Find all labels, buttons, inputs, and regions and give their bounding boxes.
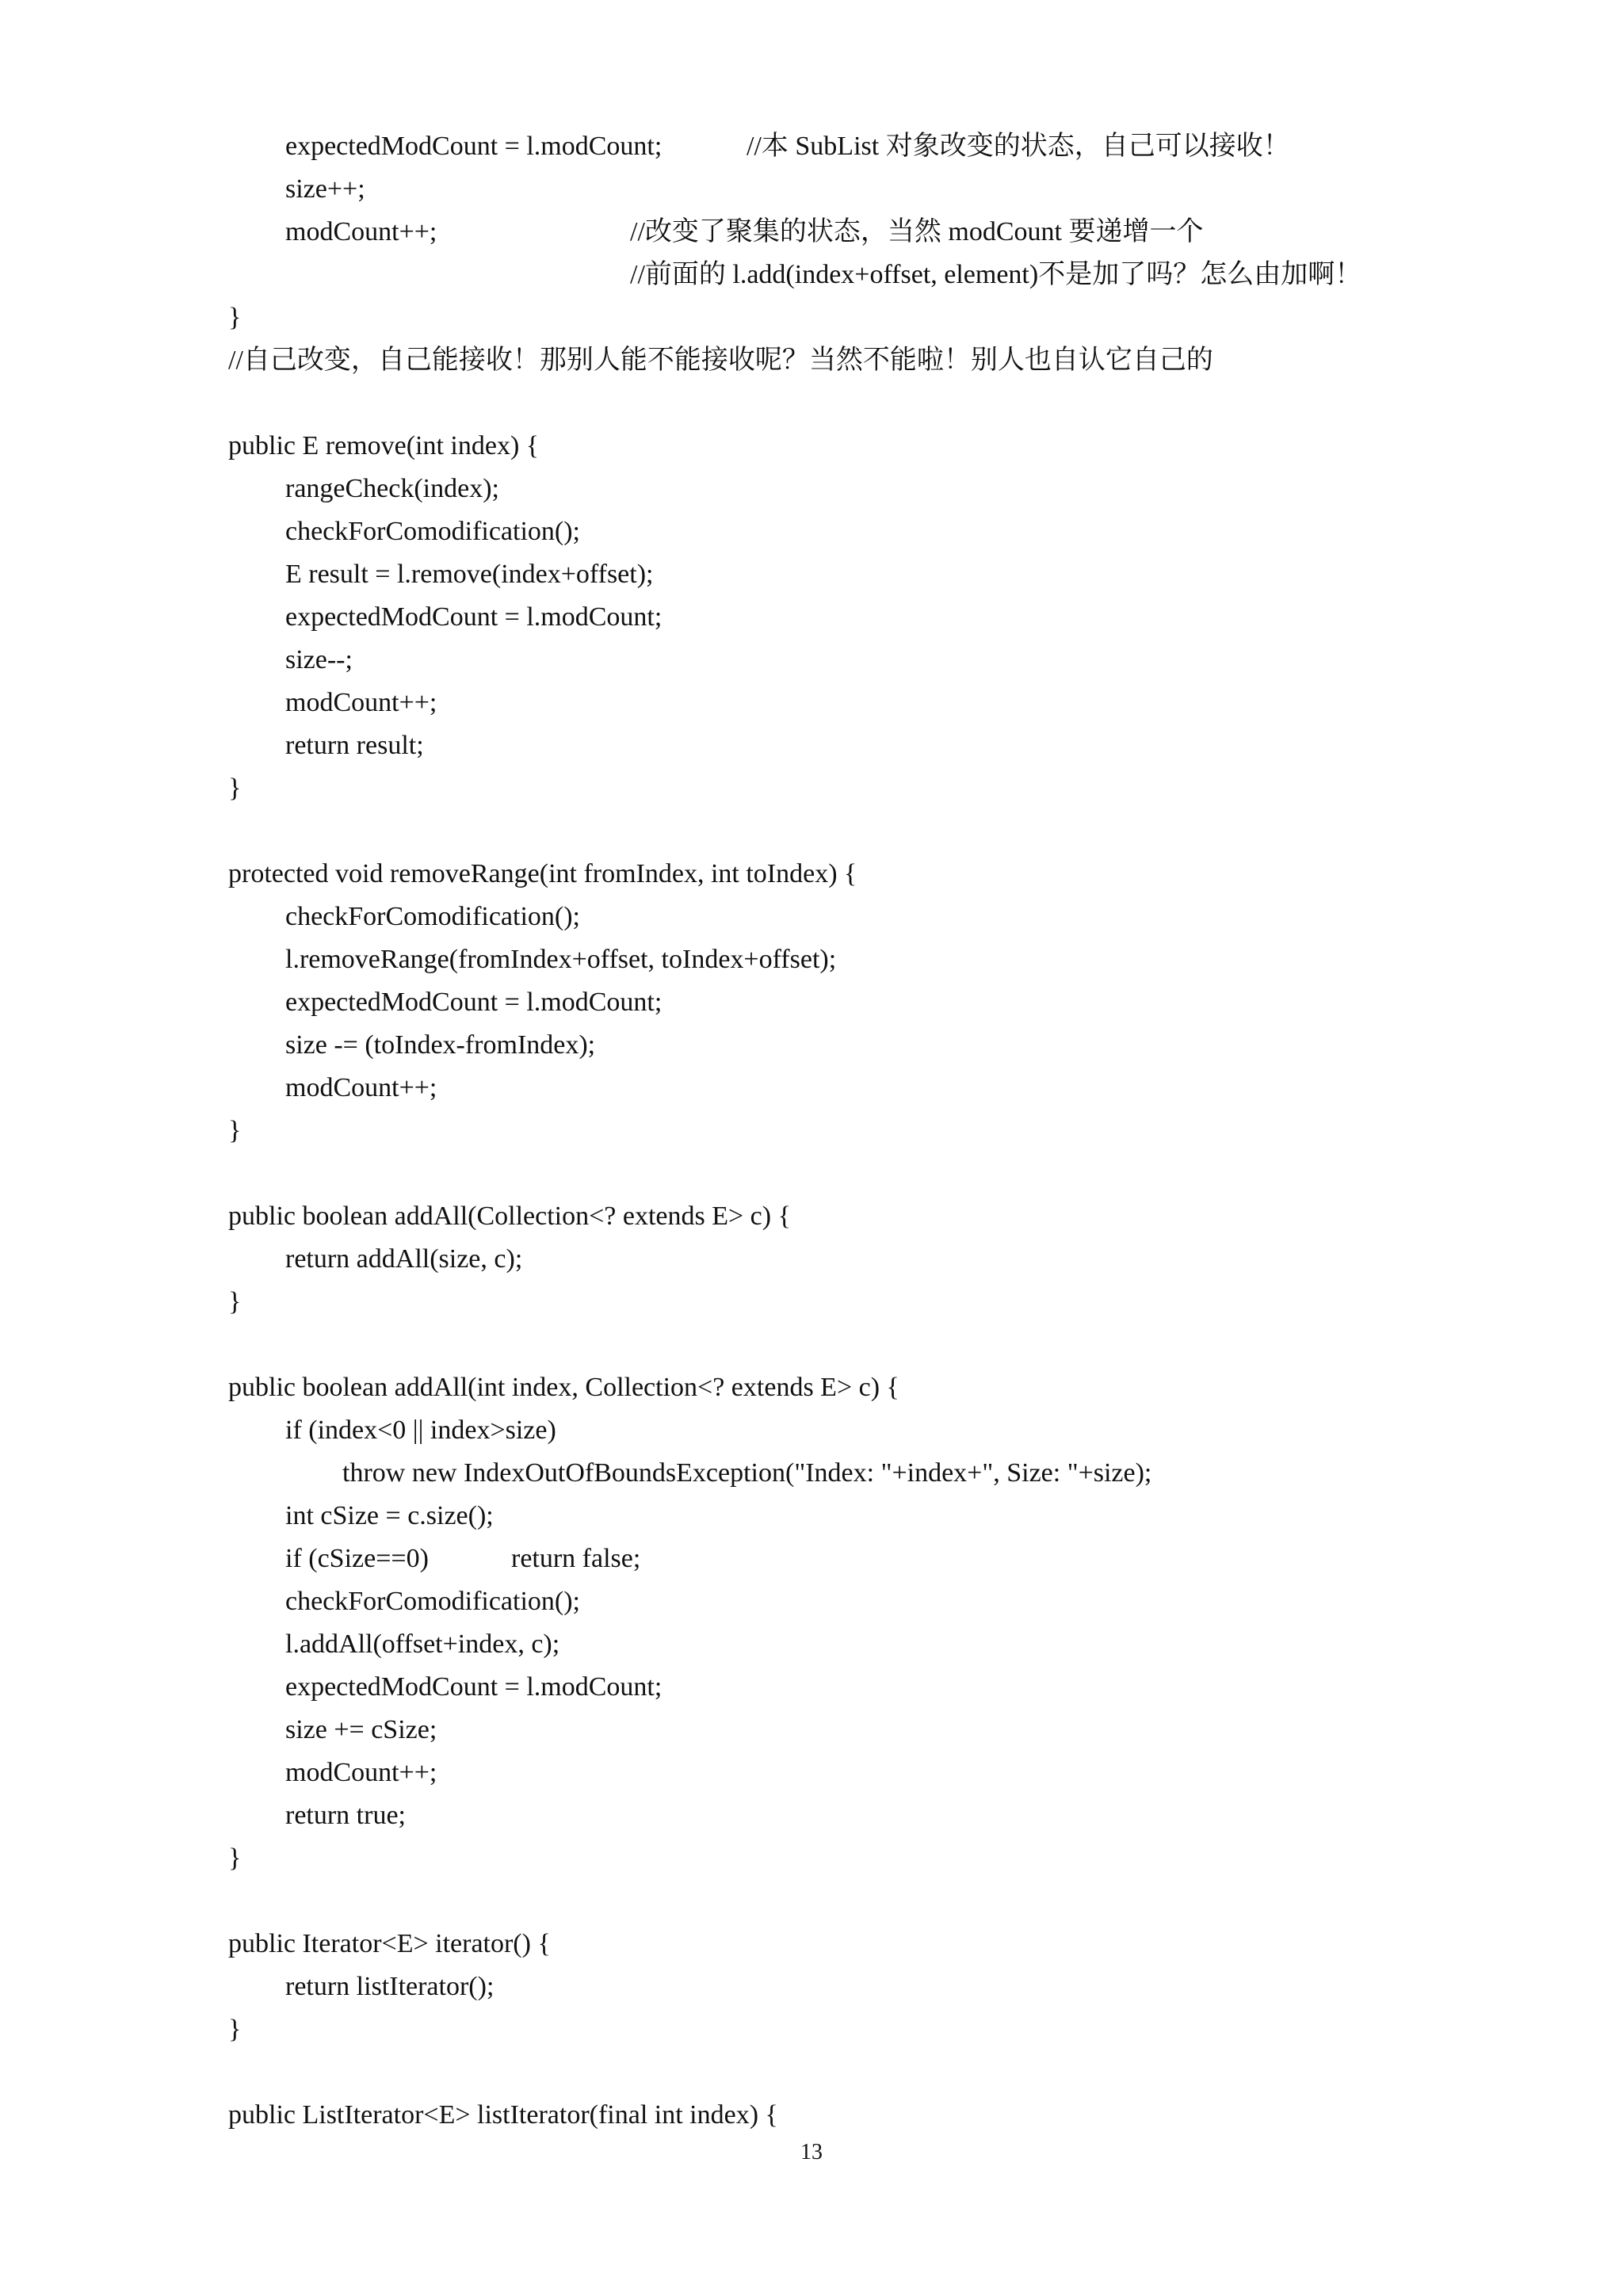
code-comment: //前面的 l.add(index+offset, element)不是加了吗？怎么由加啊！ (630, 260, 1362, 289)
code-line: expectedModCount = l.modCount; (285, 1672, 663, 1702)
code-line: expectedModCount = l.modCount; (285, 602, 663, 632)
code-line: checkForComodification(); (285, 902, 581, 931)
code-line: size--; (285, 645, 353, 674)
code-line: checkForComodification(); (285, 1587, 581, 1616)
code-line: if (cSize==0) (285, 1544, 429, 1573)
code-line: } (228, 1843, 242, 1873)
code-line: } (228, 1116, 242, 1145)
code-line: size -= (toIndex-fromIndex); (285, 1030, 596, 1060)
code-line: l.removeRange(fromIndex+offset, toIndex+offset); (285, 945, 837, 974)
code-line: protected void removeRange(int fromIndex, int toIndex) { (228, 859, 857, 888)
code-line: size += cSize; (285, 1715, 437, 1744)
code-line: int cSize = c.size(); (285, 1501, 494, 1530)
code-line: public Iterator<E> iterator() { (228, 1929, 551, 1958)
code-line: return addAll(size, c); (285, 1244, 523, 1274)
code-line: public E remove(int index) { (228, 431, 540, 460)
code-line: rangeCheck(index); (285, 474, 499, 503)
code-line: public boolean addAll(Collection<? extends E> c) { (228, 1201, 791, 1231)
code-line: } (228, 2015, 242, 2044)
code-line: modCount++; (285, 688, 437, 717)
code-line: if (index<0 || index>size) (285, 1415, 556, 1445)
code-line: public ListIterator<E> listIterator(final int index) { (228, 2100, 778, 2130)
code-line: modCount++; (285, 217, 437, 246)
code-comment: //改变了聚集的状态，当然 modCount 要递增一个 (630, 217, 1204, 246)
code-line: E result = l.remove(index+offset); (285, 560, 654, 589)
code-line: return listIterator(); (285, 1972, 495, 2001)
code-line: //自己改变，自己能接收！那别人能不能接收呢？当然不能啦！别人也自认它自己的 (228, 346, 1213, 375)
code-line: } (228, 774, 242, 803)
code-comment: //本 SubList 对象改变的状态，自己可以接收！ (747, 132, 1290, 161)
code-line: return result; (285, 731, 424, 760)
code-line: } (228, 303, 242, 332)
code-comment: return false; (511, 1544, 641, 1573)
code-line: } (228, 1287, 242, 1316)
code-line: checkForComodification(); (285, 517, 581, 546)
code-line: modCount++; (285, 1073, 437, 1102)
code-line: l.addAll(offset+index, c); (285, 1629, 560, 1659)
code-line: modCount++; (285, 1758, 437, 1787)
page-number: 13 (800, 2140, 823, 2164)
code-line: expectedModCount = l.modCount; (285, 132, 663, 161)
code-line: return true; (285, 1801, 406, 1830)
code-line: public boolean addAll(int index, Collection<? extends E> c) { (228, 1373, 899, 1402)
code-line: throw new IndexOutOfBoundsException("Index: "+index+", Size: "+size); (342, 1458, 1152, 1488)
code-line: size++; (285, 174, 365, 204)
code-line: expectedModCount = l.modCount; (285, 988, 663, 1017)
